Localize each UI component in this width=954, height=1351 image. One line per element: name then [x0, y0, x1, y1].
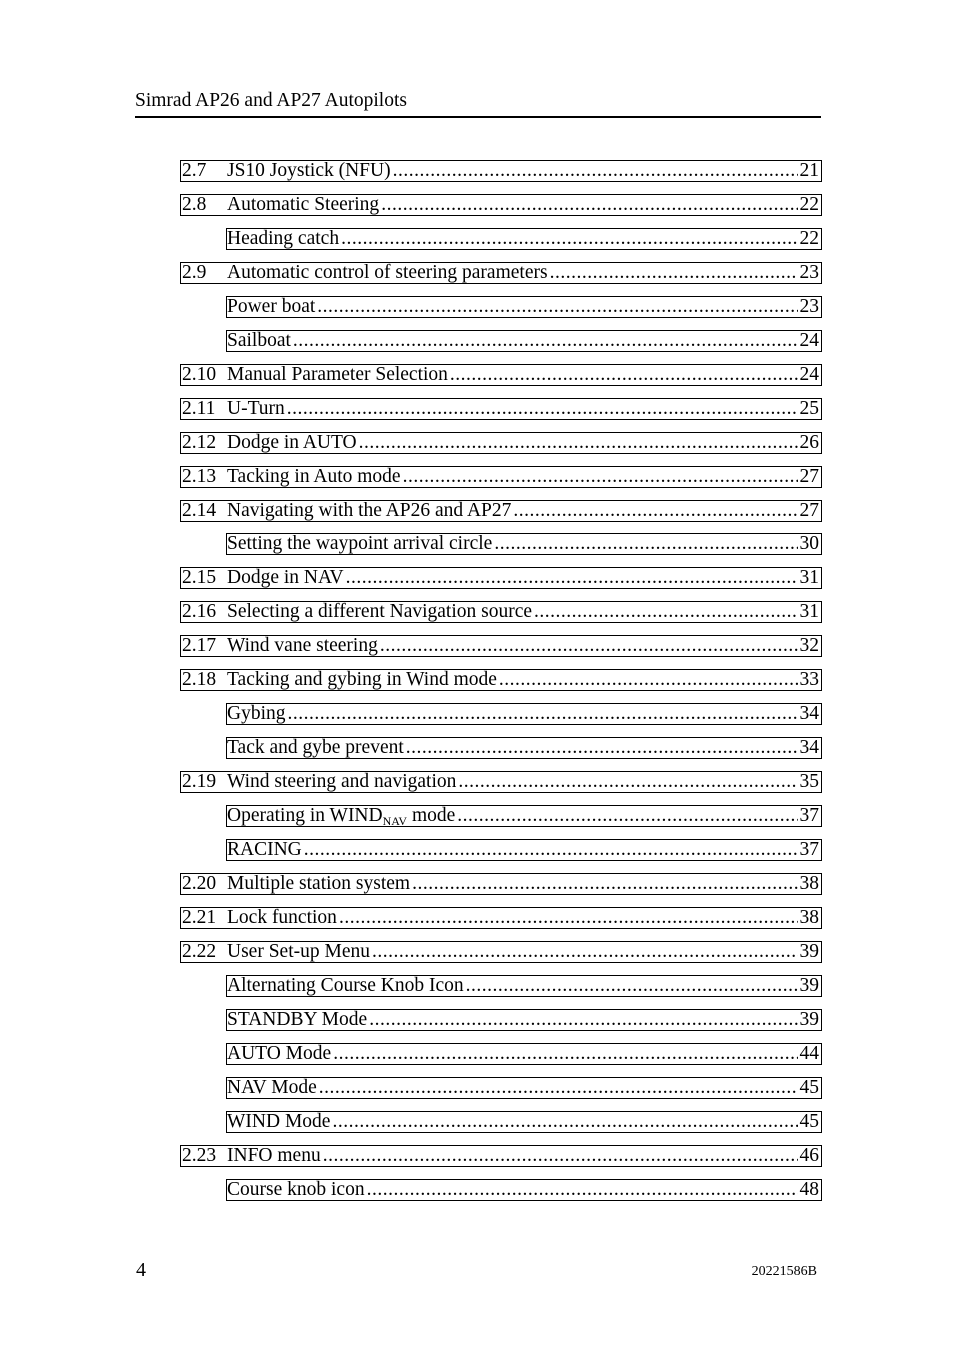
toc-entry[interactable]: [180, 669, 822, 691]
toc-entry[interactable]: [180, 941, 822, 963]
toc-entry-page: 46: [799, 1145, 819, 1166]
toc-entry-page: 26: [799, 432, 819, 453]
dot-leader: [401, 467, 798, 487]
toc-entry-title: AUTO Mode: [227, 1043, 332, 1064]
dot-leader: [344, 568, 798, 588]
toc-entry-page: 27: [799, 500, 819, 521]
toc-entry-title: Gybing: [227, 703, 286, 724]
toc-entry-page: 39: [799, 941, 819, 962]
toc-entry-title: Sailboat: [227, 330, 291, 351]
toc-entry-number: 2.23: [182, 1145, 217, 1166]
document-number: 20221586B: [751, 1264, 817, 1279]
toc-entry-title: INFO menu: [227, 1145, 321, 1166]
toc-entry-page: 32: [799, 635, 819, 656]
dot-leader: [367, 1010, 797, 1030]
toc-entry-page: 39: [799, 975, 819, 996]
toc-entry-page: 45: [799, 1111, 819, 1132]
toc-entry[interactable]: [226, 533, 822, 555]
toc-entry[interactable]: [226, 975, 822, 997]
dot-leader: [379, 195, 797, 215]
toc-entry[interactable]: [180, 601, 822, 623]
toc-entry-page: 24: [799, 330, 819, 351]
toc-entry-number: 2.8: [182, 194, 207, 215]
toc-entry-title: Multiple station system: [227, 873, 411, 894]
dot-leader: [391, 161, 798, 181]
dot-leader: [448, 365, 798, 385]
toc-entry-number: 2.17: [182, 635, 217, 656]
toc-entry-number: 2.13: [182, 466, 217, 487]
toc-entry-page: 21: [799, 160, 819, 181]
toc-entry-number: 2.14: [182, 500, 217, 521]
dot-leader: [464, 976, 798, 996]
toc-entry-page: 37: [799, 839, 819, 860]
dot-leader: [291, 331, 798, 351]
toc-entry[interactable]: [226, 296, 822, 318]
toc-entry[interactable]: [226, 330, 822, 352]
toc-entry-title: U-Turn: [227, 398, 285, 419]
dot-leader: [532, 602, 797, 622]
toc-entry-number: 2.20: [182, 873, 217, 894]
toc-entry[interactable]: [226, 737, 822, 759]
toc-entry-title: Dodge in NAV: [227, 567, 344, 588]
toc-entry[interactable]: [226, 703, 822, 725]
toc-entry-title: Tack and gybe prevent: [227, 737, 404, 758]
toc-entry-page: 35: [799, 771, 819, 792]
toc-entry-number: 2.19: [182, 771, 217, 792]
toc-entry[interactable]: [226, 1111, 822, 1133]
toc-entry-page: 34: [799, 737, 819, 758]
dot-leader: [317, 1078, 798, 1098]
toc-entry-page: 45: [799, 1077, 819, 1098]
dot-leader: [339, 229, 797, 249]
toc-entry[interactable]: [180, 432, 822, 454]
dot-leader: [285, 399, 798, 419]
toc-entry[interactable]: [180, 160, 822, 182]
toc-entry-page: 31: [799, 601, 819, 622]
toc-entry-title: Wind vane steering: [227, 635, 378, 656]
toc-entry-number: 2.10: [182, 364, 217, 385]
toc-entry-page: 44: [799, 1043, 819, 1064]
toc-entry-title: WIND Mode: [227, 1111, 331, 1132]
toc-entry-title: Power boat: [227, 296, 316, 317]
toc-entry-title: Automatic control of steering parameters: [227, 262, 548, 283]
toc-entry-page: 27: [799, 466, 819, 487]
toc-entry-title: RACING: [227, 839, 302, 860]
dot-leader: [511, 501, 797, 521]
page-number: 4: [136, 1259, 146, 1281]
toc-entry-title: Alternating Course Knob Icon: [227, 975, 464, 996]
toc-entry-title: Dodge in AUTO: [227, 432, 357, 453]
toc-entry-number: 2.22: [182, 941, 217, 962]
dot-leader: [548, 263, 798, 283]
dot-leader: [370, 942, 798, 962]
dot-leader: [404, 738, 798, 758]
toc-entry-title: Heading catch: [227, 228, 340, 249]
dot-leader: [410, 874, 797, 894]
toc-entry-title: STANDBY Mode: [227, 1009, 368, 1030]
dot-leader: [357, 433, 798, 453]
running-header: Simrad AP26 and AP27 Autopilots: [135, 89, 821, 118]
toc-entry-title: NAV Mode: [227, 1077, 317, 1098]
toc-entry[interactable]: [180, 500, 822, 522]
toc-entry-title: Course knob icon: [227, 1179, 365, 1200]
dot-leader: [286, 704, 798, 724]
toc-entry-title: Manual Parameter Selection: [227, 364, 448, 385]
toc-entry-title: Wind steering and navigation: [227, 771, 457, 792]
dot-leader: [337, 908, 798, 928]
toc-entry-page: 39: [799, 1009, 819, 1030]
toc-entry-title: Tacking and gybing in Wind mode: [227, 669, 497, 690]
dot-leader: [315, 297, 797, 317]
toc-entry-title-subscript: NAV: [382, 814, 408, 827]
dot-leader: [497, 670, 798, 690]
toc-entry-number: 2.12: [182, 432, 217, 453]
toc-entry-page: 38: [799, 907, 819, 928]
toc-entry-number: 2.18: [182, 669, 217, 690]
toc-entry[interactable]: [180, 873, 822, 895]
toc-entry[interactable]: [180, 771, 822, 793]
toc-entry-title: Selecting a different Navigation source: [227, 601, 533, 622]
toc-entry-number: 2.21: [182, 907, 217, 928]
toc-entry-title: Setting the waypoint arrival circle: [227, 533, 493, 554]
toc-entry-page: 37: [799, 805, 819, 826]
dot-leader: [330, 1112, 797, 1132]
toc-entry-page: 23: [799, 296, 819, 317]
toc-entry-number: 2.7: [182, 160, 207, 181]
toc-entry-title: User Set-up Menu: [227, 941, 370, 962]
toc-entry[interactable]: [226, 805, 822, 827]
toc-entry-number: 2.9: [182, 262, 207, 283]
toc-entry-title: Automatic Steering: [227, 194, 380, 215]
toc-entry-page: 33: [799, 669, 819, 690]
dot-leader: [378, 636, 798, 656]
toc-entry-title: Navigating with the AP26 and AP27: [227, 500, 512, 521]
toc-entry-page: 48: [799, 1179, 819, 1200]
toc-entry[interactable]: [180, 262, 822, 284]
toc-entry-number: 2.15: [182, 567, 217, 588]
dot-leader: [456, 772, 797, 792]
toc-entry-title-suffix: mode: [407, 805, 456, 826]
toc-entry[interactable]: [180, 466, 822, 488]
toc-entry-page: 22: [799, 194, 819, 215]
toc-entry[interactable]: [180, 907, 822, 929]
toc-entry-page: 23: [799, 262, 819, 283]
toc-entry[interactable]: [226, 1179, 822, 1201]
toc-entry[interactable]: [226, 228, 822, 250]
toc-entry-title: Tacking in Auto mode: [227, 466, 401, 487]
dot-leader: [455, 806, 797, 826]
toc-entry[interactable]: [180, 1145, 822, 1167]
toc-entry-page: 25: [799, 398, 819, 419]
toc-entry-page: 38: [799, 873, 819, 894]
toc-entry[interactable]: [226, 839, 822, 861]
toc-entry[interactable]: [180, 194, 822, 216]
toc-entry-page: 30: [799, 533, 819, 554]
dot-leader: [365, 1180, 798, 1200]
dot-leader: [331, 1044, 797, 1064]
dot-leader: [492, 534, 797, 554]
toc-entry-title: JS10 Joystick (NFU): [227, 160, 391, 181]
toc-entry-page: 24: [799, 364, 819, 385]
toc-entry[interactable]: [226, 1077, 822, 1099]
toc-entry-page: 22: [799, 228, 819, 249]
dot-leader: [302, 840, 798, 860]
toc-entry[interactable]: [226, 1009, 822, 1031]
dot-leader: [321, 1146, 798, 1166]
toc-entry-number: 2.16: [182, 601, 217, 622]
toc-entry[interactable]: [180, 364, 822, 386]
toc-entry-title: Lock function: [227, 907, 337, 928]
toc-entry[interactable]: [226, 1043, 822, 1065]
toc-entry[interactable]: [180, 567, 822, 589]
toc-entry-title: [227, 806, 455, 826]
toc-entry-title-text: Operating in WIND: [227, 805, 383, 826]
toc-entry[interactable]: [180, 398, 822, 420]
toc-entry-page: 31: [799, 567, 819, 588]
toc-entry-page: 34: [799, 703, 819, 724]
toc-entry[interactable]: [180, 635, 822, 657]
toc-entry-number: 2.11: [182, 398, 216, 419]
